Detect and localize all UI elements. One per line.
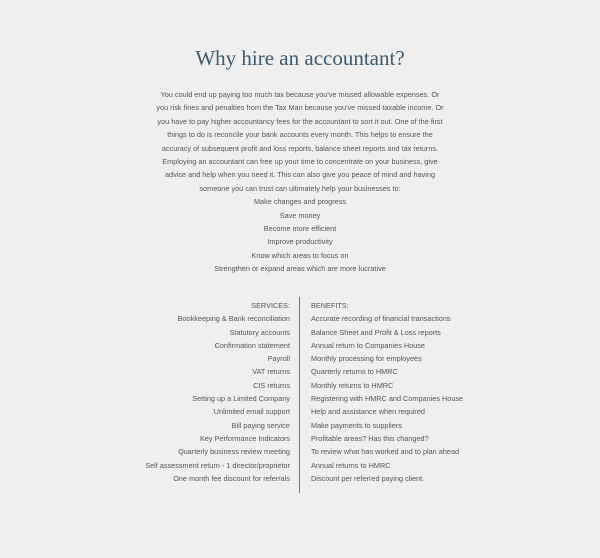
list-item: Become more efficient	[263, 224, 337, 234]
intro-line: Employing an accountant can free up your time to concentrate on your business, give	[162, 157, 438, 167]
services-header: SERVICES:	[251, 301, 290, 310]
service-item: Statutory accounts	[229, 327, 290, 337]
list-item: Know which areas to focus on	[251, 250, 349, 260]
benefit-item: Registering with HMRC and Companies House	[311, 394, 464, 404]
service-item: Confirmation statement	[214, 340, 290, 350]
services-column	[100, 299, 290, 485]
benefit-item: Quarterly returns to HMRC	[311, 367, 398, 377]
column-divider	[299, 297, 300, 493]
service-item: VAT returns	[252, 367, 290, 377]
intro-line: someone you can trust can ultimately help your businesses to:	[199, 183, 401, 193]
page-title: Why hire an accountant?	[195, 46, 405, 70]
service-item: Setting up a Limited Company	[192, 394, 290, 404]
service-item: One month fee discount for referrals	[173, 473, 290, 483]
benefit-item: Help and assistance when required	[311, 407, 425, 417]
benefit-goals-list	[130, 195, 470, 275]
benefits-list	[311, 312, 511, 485]
service-item: Unlimited email support	[213, 407, 290, 417]
benefit-item: Balance Sheet and Profit & Loss reports	[311, 327, 441, 337]
benefit-item: Annual return to Companies House	[311, 340, 425, 350]
benefit-item: Annual returns to HMRC	[311, 460, 391, 470]
service-item: CIS returns	[253, 380, 290, 390]
benefit-item: Make payments to suppliers	[311, 420, 402, 430]
benefits-column	[311, 299, 511, 485]
service-item: Bill paying service	[231, 420, 290, 430]
benefits-header: BENEFITS:	[311, 301, 349, 310]
service-item: Bookkeeping & Bank reconciliation	[177, 314, 290, 324]
benefit-item: Accurate recording of financial transactions	[311, 314, 451, 324]
service-item: Key Performance Indicators	[199, 433, 290, 443]
list-item: Strengthen or expand areas which are more lucrative	[214, 264, 386, 274]
benefit-item: Discount per referred paying client.	[311, 473, 425, 483]
list-item: Save money	[279, 210, 321, 220]
service-item: Self assessment return - 1 director/proprietor	[145, 460, 290, 470]
services-list	[100, 312, 290, 485]
benefit-item: Monthly returns to HMRC	[311, 380, 394, 390]
service-item: Quarterly business review meeting	[178, 447, 290, 457]
intro-line: You could end up paying too much tax because you've missed allowable expenses. Or	[160, 90, 440, 99]
intro-section	[130, 88, 470, 276]
intro-line: advice and help when you need it. This can also give you peace of mind and having	[164, 170, 436, 180]
benefit-item: Profitable areas? Has this changed?	[311, 433, 429, 443]
intro-line: accuracy of subsequent profit and loss reports, balance sheet reports and tax returns.	[161, 143, 439, 153]
list-item: Improve productivity	[267, 237, 333, 247]
list-item: Make changes and progress	[253, 197, 347, 207]
benefit-item: To review what has worked and to plan ahead	[311, 447, 460, 457]
intro-line: you risk fines and penalties from the Tax Man because you've missed taxable income. Or	[156, 103, 444, 113]
benefit-item: Monthly processing for employees	[311, 354, 422, 364]
intro-line: things to do is reconcile your bank accounts every month. This helps to ensure the	[167, 130, 433, 140]
service-item: Payroll	[267, 354, 290, 364]
intro-paragraph	[130, 88, 470, 195]
intro-line: you have to pay higher accountancy fees for the accountant to sort it out. One of the first	[157, 116, 443, 126]
